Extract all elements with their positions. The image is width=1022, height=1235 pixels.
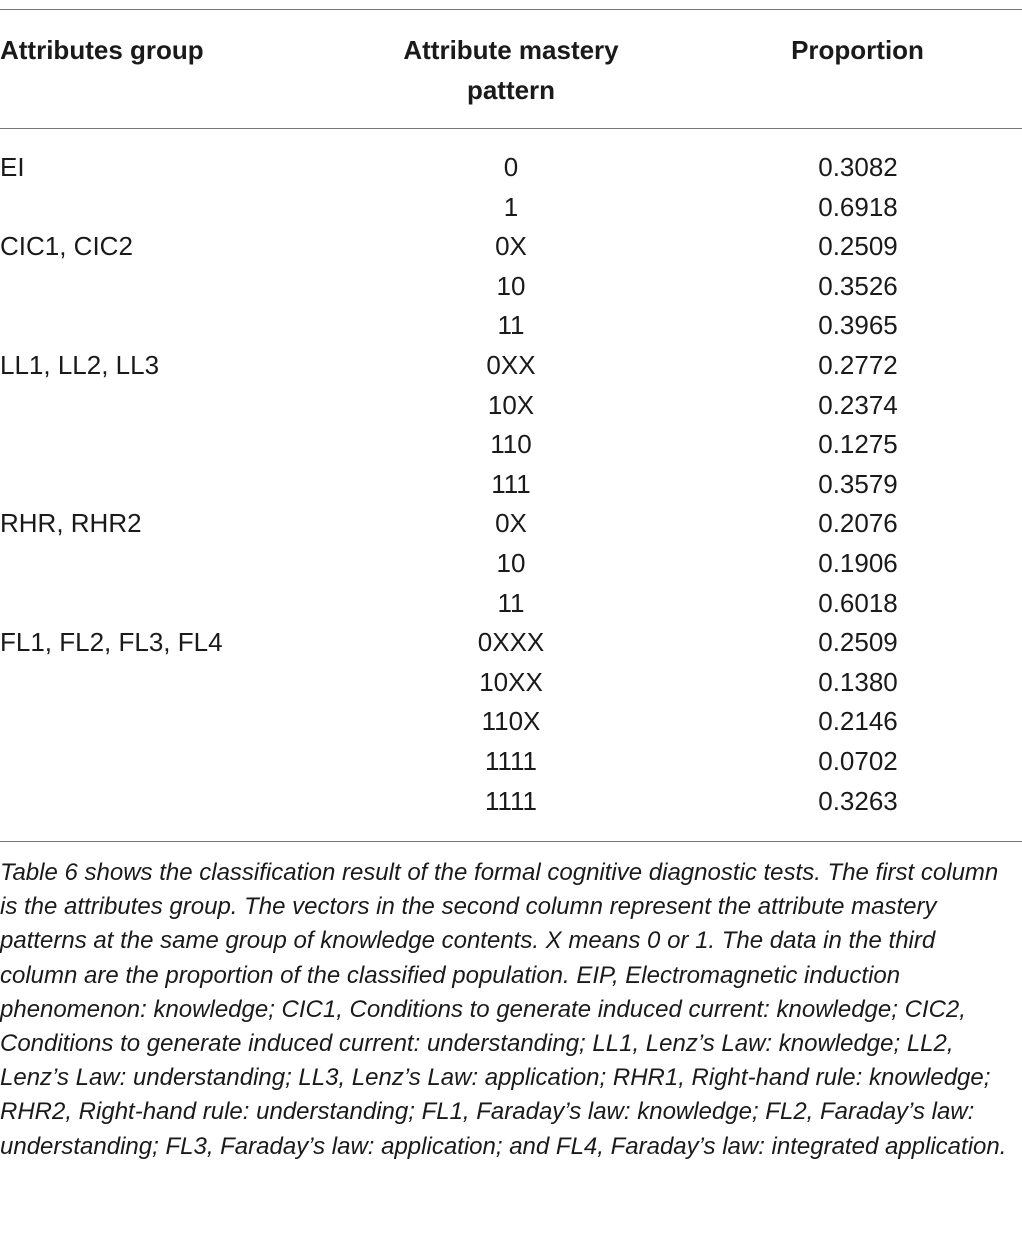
cell-pattern: 0X bbox=[495, 508, 527, 539]
table-row bbox=[0, 742, 1022, 782]
cell-proportion: 0.0702 bbox=[818, 745, 898, 776]
table-row bbox=[0, 386, 1022, 426]
table-row bbox=[0, 227, 1022, 267]
cell-proportion: 0.3263 bbox=[818, 785, 898, 816]
cell-proportion: 0.3579 bbox=[818, 468, 898, 499]
cell-pattern: 0XX bbox=[486, 349, 536, 380]
cell-pattern: 0XXX bbox=[477, 627, 545, 658]
cell-pattern: 0 bbox=[503, 152, 519, 182]
cell-pattern: 110 bbox=[490, 429, 532, 460]
table-row bbox=[0, 504, 1022, 544]
table-row bbox=[0, 306, 1022, 346]
table-row bbox=[0, 544, 1022, 584]
table-row bbox=[0, 465, 1022, 505]
cell-proportion: 0.2374 bbox=[818, 389, 898, 420]
cell-pattern: 1111 bbox=[484, 785, 538, 816]
cell-proportion: 0.1906 bbox=[818, 547, 898, 578]
cell-pattern: 1 bbox=[503, 191, 519, 222]
cell-pattern: 11 bbox=[497, 310, 525, 341]
cell-pattern: 10XX bbox=[479, 666, 543, 697]
cell-proportion: 0.3965 bbox=[818, 310, 898, 341]
cell-group: CIC1, CIC2 bbox=[0, 231, 133, 262]
header-attributes-group: Attributes group bbox=[0, 35, 204, 65]
table-row bbox=[0, 584, 1022, 624]
table-bottom-rule bbox=[0, 841, 1022, 842]
header-attribute-mastery-pattern bbox=[360, 30, 662, 110]
cell-proportion: 0.3526 bbox=[818, 270, 898, 301]
cell-proportion: 0.3082 bbox=[818, 152, 898, 182]
table-row bbox=[0, 782, 1022, 822]
cell-group: RHR, RHR2 bbox=[0, 508, 142, 539]
cell-proportion: 0.1275 bbox=[818, 429, 898, 460]
header-pattern-line1: Attribute mastery bbox=[403, 35, 619, 65]
table-row bbox=[0, 702, 1022, 742]
cell-proportion: 0.2772 bbox=[818, 349, 898, 380]
table-top-rule bbox=[0, 9, 1022, 10]
table-row bbox=[0, 148, 1022, 188]
cell-pattern: 11 bbox=[497, 587, 525, 618]
table-row bbox=[0, 663, 1022, 703]
table-row bbox=[0, 623, 1022, 663]
cell-pattern: 10X bbox=[487, 389, 535, 420]
cell-group: LL1, LL2, LL3 bbox=[0, 349, 160, 380]
cell-proportion: 0.6018 bbox=[818, 587, 898, 618]
table-body bbox=[0, 148, 1022, 821]
header-bottom-rule bbox=[0, 128, 1022, 129]
cell-pattern: 1111 bbox=[484, 745, 538, 776]
header-pattern-line2: pattern bbox=[466, 75, 556, 105]
cell-pattern: 10 bbox=[496, 547, 526, 578]
cell-pattern: 10 bbox=[496, 270, 526, 301]
cell-proportion: 0.2509 bbox=[818, 627, 898, 658]
cell-proportion: 0.2076 bbox=[818, 508, 898, 539]
cell-pattern: 110X bbox=[481, 706, 541, 737]
table-row bbox=[0, 346, 1022, 386]
table-row bbox=[0, 188, 1022, 228]
cell-group: FL1, FL2, FL3, FL4 bbox=[0, 627, 223, 658]
cell-group: EI bbox=[0, 152, 25, 182]
cell-pattern: 111 bbox=[491, 468, 531, 499]
table-row bbox=[0, 267, 1022, 307]
cell-proportion: 0.2509 bbox=[818, 231, 898, 262]
table-row bbox=[0, 425, 1022, 465]
cell-pattern: 0X bbox=[495, 231, 527, 262]
cell-proportion: 0.1380 bbox=[818, 666, 898, 697]
header-proportion: Proportion bbox=[791, 35, 924, 65]
cell-proportion: 0.6918 bbox=[818, 191, 898, 222]
cell-proportion: 0.2146 bbox=[818, 706, 898, 737]
table-footnote: Table 6 shows the classification result of the formal cognitive diagnostic tests. The first column is the attributes group. The vectors in the second column represent the attribute mastery patterns at the same group of knowledge contents. X means 0 or 1. The data in the third column are the proportion of the classified population. EIP, Electromagnetic induction phenomenon: knowledge; CIC1, Conditions to generate induced current: knowledge; CIC2, Conditions to generate induced current: understanding; LL1, Lenz’s Law: knowledge; LL2, Lenz’s Law: understanding; LL3, Lenz’s Law: application; RHR1, Right-hand rule: knowledge; RHR2, Right-hand rule: understanding; FL1, Faraday’s law: knowledge; FL2, Faraday’s law: understanding; FL3, Faraday’s law: application; and FL4, Faraday’s law: integrated application. bbox=[0, 859, 1007, 1160]
